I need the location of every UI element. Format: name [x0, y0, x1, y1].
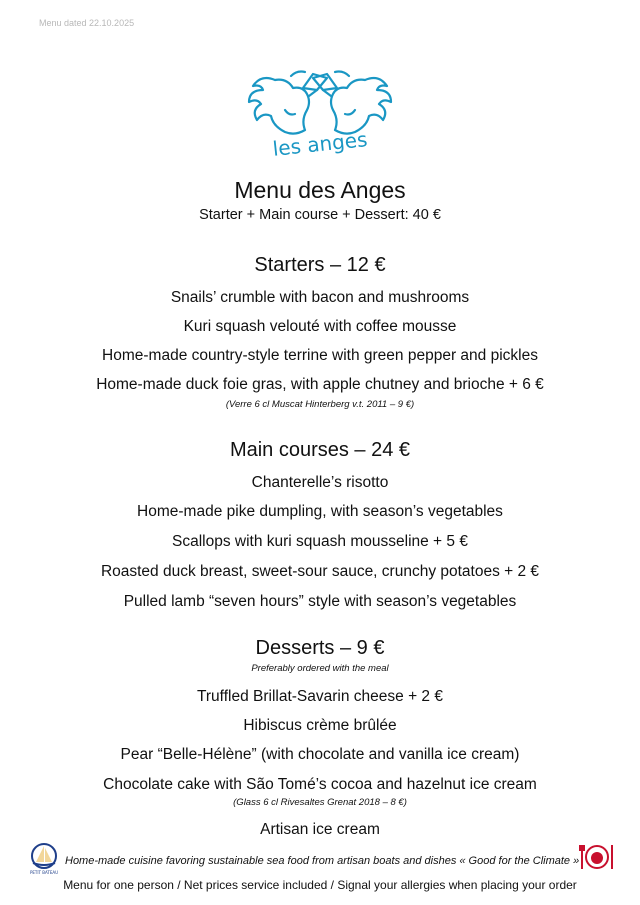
les-anges-logo [245, 66, 395, 162]
svg-text:PETIT BATEAU: PETIT BATEAU [29, 870, 59, 875]
main-item: Roasted duck breast, sweet-sour sauce, crunchy potatoes + 2 € [100, 563, 540, 580]
dessert-item: Chocolate cake with São Tomé’s cocoa and hazelnut ice cream [103, 776, 537, 793]
mains-heading: Main courses – 24 € [229, 439, 411, 461]
desserts-heading: Desserts – 9 € [255, 637, 385, 659]
dessert-item: Artisan ice cream [260, 821, 380, 838]
menu-date: Menu dated 22.10.2025 [39, 18, 135, 28]
logo-wordmark: les anges [271, 127, 369, 161]
menu-title: Menu des Anges [234, 177, 406, 203]
good-for-climate-badge-icon [579, 843, 615, 871]
sustainability-statement: Home-made cuisine favoring sustainable sea food from artisan boats and dishes « Good for the Climate » [65, 855, 580, 867]
dessert-item: Hibiscus crème brûlée [243, 717, 397, 734]
main-item: Chanterelle’s risotto [251, 474, 389, 491]
starters-heading: Starters – 12 € [254, 254, 386, 276]
dessert-wine-note: (Glass 6 cl Rivesaltes Grenat 2018 – 8 €) [233, 797, 407, 808]
starter-item: Snails’ crumble with bacon and mushrooms [170, 289, 470, 306]
menu-formula-price: Starter + Main course + Dessert: 40 € [199, 207, 441, 223]
starter-item: Kuri squash velouté with coffee mousse [183, 318, 457, 335]
dessert-item: Pear “Belle-Hélène” (with chocolate and vanilla ice cream) [120, 746, 520, 763]
desserts-subnote: Preferably ordered with the meal [251, 663, 389, 674]
starter-wine-note: (Verre 6 cl Muscat Hinterberg v.t. 2011 – 9 €) [225, 399, 415, 410]
petit-bateau-badge-icon [27, 841, 61, 875]
dessert-item: Truffled Brillat-Savarin cheese + 2 € [197, 688, 443, 705]
legal-notice: Menu for one person / Net prices service included / Signal your allergies when placing your order [63, 878, 577, 892]
main-item: Scallops with kuri squash mousseline + 5 € [172, 533, 468, 550]
main-item: Pulled lamb “seven hours” style with season’s vegetables [123, 593, 517, 610]
main-item: Home-made pike dumpling, with season’s vegetables [137, 503, 503, 520]
starter-item: Home-made duck foie gras, with apple chutney and brioche + 6 € [96, 376, 544, 393]
starter-item: Home-made country-style terrine with green pepper and pickles [102, 347, 538, 364]
